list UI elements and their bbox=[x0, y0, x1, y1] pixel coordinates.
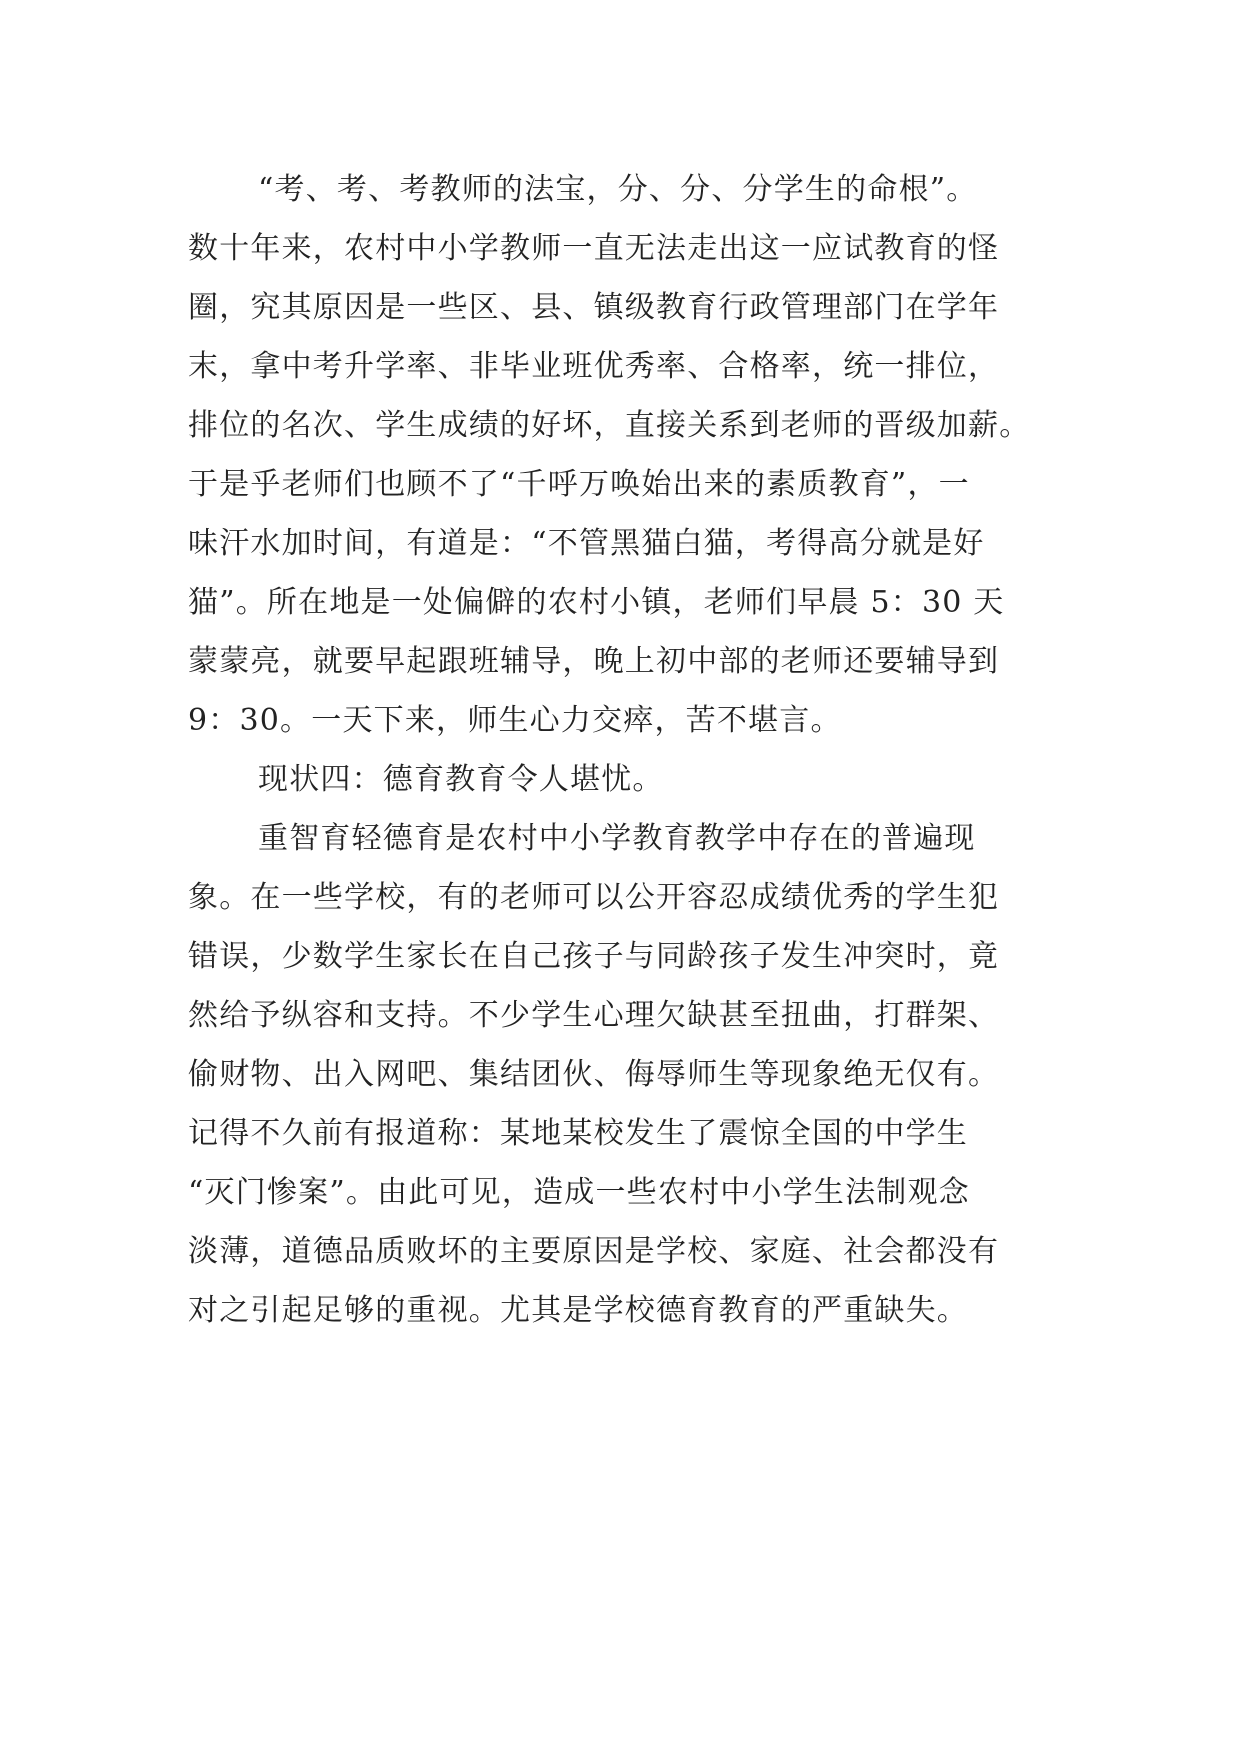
paragraph-2-line-5: 偷财物、出入网吧、集结团伙、侮辱师生等现象绝无仅有。 bbox=[188, 1057, 1000, 1092]
paragraph-2-line-9: 对之引起足够的重视。尤其是学校德育教育的严重缺失。 bbox=[188, 1293, 968, 1328]
paragraph-1-line-8: 猫”。所在地是一处偏僻的农村小镇，老师们早晨 5：30 天 bbox=[188, 585, 1005, 620]
paragraph-2-line-8: 淡薄，道德品质败坏的主要原因是学校、家庭、社会都没有 bbox=[188, 1234, 1000, 1269]
paragraph-1-line-4: 末，拿中考升学率、非毕业班优秀率、合格率，统一排位， bbox=[188, 349, 1000, 384]
paragraph-1-line-5: 排位的名次、学生成绩的好坏，直接关系到老师的晋级加薪。 bbox=[188, 408, 1031, 443]
paragraph-2-line-2: 象。在一些学校，有的老师可以公开容忍成绩优秀的学生犯 bbox=[188, 880, 1000, 915]
paragraph-1-line-6: 于是乎老师们也顾不了“千呼万唤始出来的素质教育”，一 bbox=[188, 467, 970, 502]
paragraph-1-line-7: 味汗水加时间，有道是：“不管黑猫白猫，考得高分就是好 bbox=[188, 526, 985, 561]
section-heading: 现状四：德育教育令人堪忧。 bbox=[258, 762, 664, 797]
paragraph-1-line-2: 数十年来，农村中小学教师一直无法走出这一应试教育的怪 bbox=[188, 231, 1000, 266]
paragraph-1-line-3: 圈，究其原因是一些区、县、镇级教育行政管理部门在学年 bbox=[188, 290, 1000, 325]
paragraph-2-line-4: 然给予纵容和支持。不少学生心理欠缺甚至扭曲，打群架、 bbox=[188, 998, 1000, 1033]
paragraph-2-line-7: “灭门惨案”。由此可见，造成一些农村中小学生法制观念 bbox=[188, 1175, 970, 1210]
paragraph-2-line-6: 记得不久前有报道称：某地某校发生了震惊全国的中学生 bbox=[188, 1116, 968, 1151]
paragraph-1-line-9: 蒙蒙亮，就要早起跟班辅导，晚上初中部的老师还要辅导到 bbox=[188, 644, 1000, 679]
paragraph-1-line-1: “考、考、考教师的法宝，分、分、分学生的命根”。 bbox=[258, 172, 978, 207]
paragraph-2-line-3: 错误，少数学生家长在自己孩子与同龄孩子发生冲突时，竟 bbox=[188, 939, 1000, 974]
paragraph-1-line-10: 9：30。一天下来，师生心力交瘁，苦不堪言。 bbox=[188, 703, 842, 738]
paragraph-2-line-1: 重智育轻德育是农村中小学教育教学中存在的普遍现 bbox=[258, 821, 976, 856]
document-body bbox=[188, 160, 1058, 1340]
